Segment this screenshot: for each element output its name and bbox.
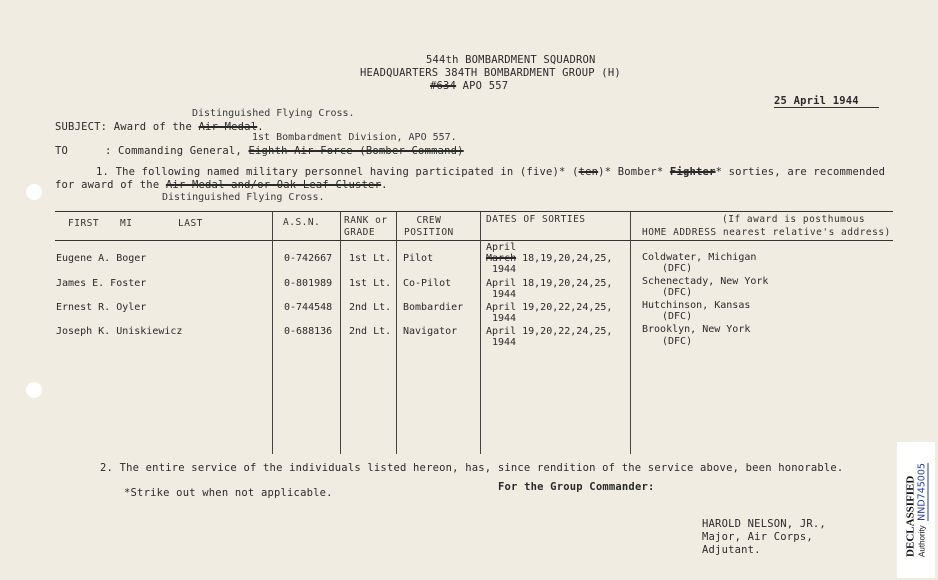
authority-value: NND745005 [916, 463, 928, 521]
row-dates: April 19,20,22,24,25, [486, 326, 613, 337]
para1-struck-air-medal: Air Medal and/or Oak Leaf Cluster [165, 179, 382, 191]
para1-text-d: for award of the [55, 179, 160, 191]
row-name: Joseph K. Uniskiewicz [56, 326, 183, 337]
row-name: James E. Foster [56, 278, 147, 289]
row-dates-month: April [486, 242, 517, 253]
row-dates-year: 1944 [492, 289, 517, 300]
col-divider-asn [272, 212, 273, 454]
row-rank: 2nd Lt. [349, 326, 392, 337]
signature-rank: Major, Air Corps, [702, 531, 813, 543]
row-address: Coldwater, Michigan [642, 252, 757, 263]
header-last: LAST [178, 218, 203, 229]
header-rank [344, 215, 388, 239]
header-crew-line2: POSITION [404, 227, 454, 238]
subject-struck-award: Air Medal [198, 121, 258, 133]
signature-name: HAROLD NELSON, JR., [702, 518, 826, 530]
row-rank: 1st Lt. [349, 253, 392, 264]
para1-struck-ten: ten [578, 166, 599, 178]
header-position [404, 215, 454, 239]
row-rank: 2nd Lt. [349, 302, 392, 313]
row-name: Ernest R. Oyler [56, 302, 147, 313]
para1-text-a: 1. The following named military personnel having participated in (five)* ( [96, 166, 579, 178]
to-struck: Eighth Air Force (Bomber Command) [248, 145, 464, 157]
row-name: Eugene A. Boger [56, 253, 147, 264]
to-line [55, 145, 464, 157]
row-dates-year: 1944 [492, 337, 517, 348]
row-address: Hutchinson, Kansas [642, 300, 751, 311]
table-header-rule [55, 240, 893, 241]
row-award: (DFC) [662, 311, 693, 322]
squadron-heading: 544th BOMBARDMENT SQUADRON [426, 54, 596, 66]
row-position: Navigator [403, 326, 458, 337]
row-dates-year: 1944 [492, 264, 517, 275]
subject-label: SUBJECT: [55, 121, 108, 133]
footnote: *Strike out when not applicable. [124, 487, 333, 499]
apo-number: APO 557 [462, 80, 509, 92]
subject-interlinear: Distinguished Flying Cross. [192, 108, 355, 119]
header-address-line1: (If award is posthumous [722, 214, 866, 225]
punch-hole-bottom [26, 382, 42, 398]
para1-text-e: . [381, 179, 388, 191]
punch-hole-top [26, 184, 42, 200]
para1-line1 [96, 166, 885, 178]
subject-line: SUBJECT: Award of the Air Medal. [55, 121, 264, 133]
authority-label: Authority [917, 525, 927, 557]
row-address: Brooklyn, New York [642, 324, 751, 335]
row-dates [486, 253, 612, 264]
para1-interlinear: Distinguished Flying Cross. [162, 192, 325, 203]
row-dates-struck-month: March [486, 253, 517, 264]
col-divider-address [630, 212, 631, 454]
row-position: Co-Pilot [403, 278, 452, 289]
row-address: Schenectady, New York [642, 276, 769, 287]
to-label: TO [55, 145, 69, 157]
row-award: (DFC) [662, 287, 693, 298]
para1-text-c: * sorties, are recommended [715, 166, 886, 178]
header-asn: A.S.N. [283, 217, 321, 228]
col-divider-dates [480, 212, 481, 454]
apo-heading [430, 80, 508, 92]
closing-line: For the Group Commander: [498, 481, 655, 493]
row-asn: 0-742667 [284, 253, 333, 264]
row-position: Bombardier [403, 302, 464, 313]
table-top-rule [55, 211, 893, 212]
header-address [642, 213, 891, 239]
subject-text: Award of the [113, 121, 192, 133]
col-divider-rank [340, 212, 341, 454]
document-date: 25 April 1944 [774, 95, 879, 108]
row-dates: April 18,19,20,24,25, [486, 278, 613, 289]
row-asn: 0-688136 [284, 326, 333, 337]
apo-struck-number: #634 [430, 80, 457, 92]
declassified-word: DECLASSIFIED [904, 475, 917, 557]
group-heading: HEADQUARTERS 384TH BOMBARDMENT GROUP (H) [360, 67, 621, 79]
header-rank-line1: RANK or [344, 215, 388, 226]
row-award: (DFC) [662, 263, 693, 274]
to-interlinear: 1st Bombardment Division, APO 557. [252, 132, 457, 143]
row-rank: 1st Lt. [349, 278, 392, 289]
header-crew-line1: CREW [416, 215, 442, 226]
row-asn: 0-744548 [284, 302, 333, 313]
header-dates: DATES OF SORTIES [486, 214, 586, 225]
col-divider-position [396, 212, 397, 454]
declassified-stamp [897, 442, 935, 578]
row-dates-year: 1944 [492, 313, 517, 324]
signature-block [702, 518, 826, 557]
row-asn: 0-801989 [284, 278, 333, 289]
row-dates-days: 18,19,20,24,25, [522, 253, 613, 264]
header-mi: MI [120, 218, 133, 229]
row-award: (DFC) [662, 336, 693, 347]
row-position: Pilot [403, 253, 434, 264]
header-first: FIRST [68, 218, 100, 229]
signature-title: Adjutant. [702, 544, 761, 556]
to-text: : Commanding General, [105, 145, 242, 157]
para2: 2. The entire service of the individuals listed hereon, has, since rendition of the service above, been honorable. [100, 462, 844, 474]
para1-text-b: )* Bomber* [598, 166, 670, 178]
row-dates: April 19,20,22,24,25, [486, 302, 613, 313]
para1-struck-fighter: Fighter [669, 166, 716, 178]
header-rank-line2: GRADE [344, 227, 376, 238]
para1-line2 [55, 179, 388, 191]
header-address-line2: HOME ADDRESS nearest relative's address) [642, 227, 891, 238]
